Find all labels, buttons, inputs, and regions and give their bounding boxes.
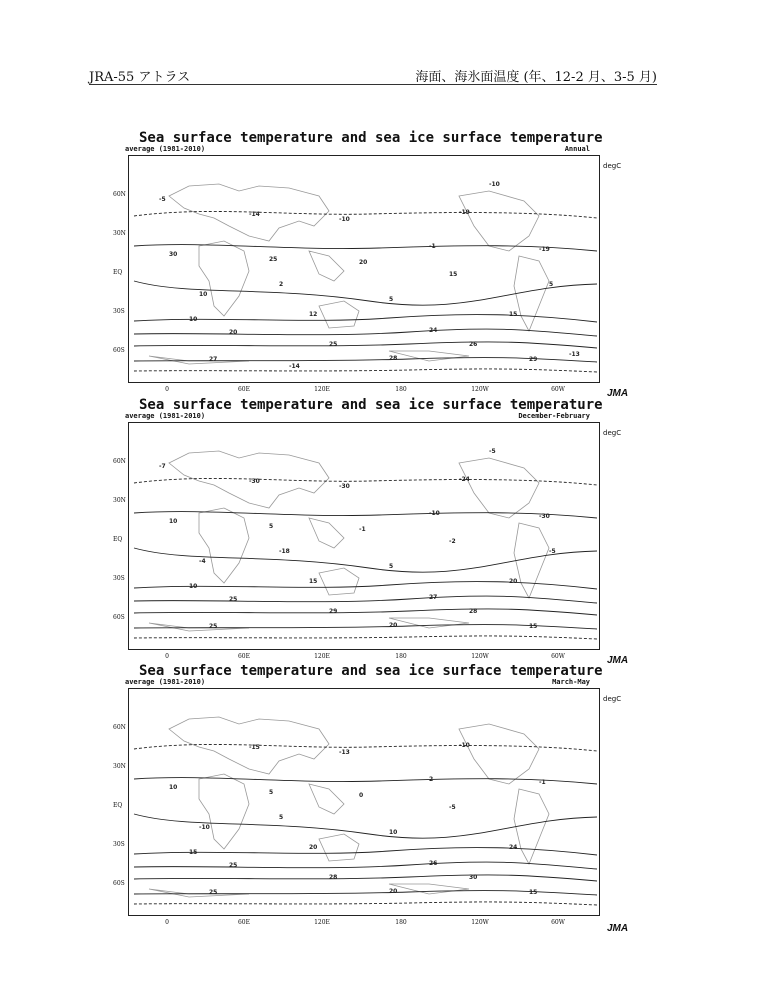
contour-line — [134, 582, 597, 589]
lat-label: 60N — [113, 458, 126, 465]
lon-label: 180 — [395, 919, 407, 926]
panel-title: Sea surface temperature and sea ice surface temperature — [139, 130, 603, 146]
coastline — [459, 458, 539, 518]
contour-line — [134, 848, 597, 855]
contour-label: -30 — [539, 513, 550, 520]
contour-label: -10 — [339, 216, 350, 223]
contour-label: 28 — [329, 874, 338, 881]
contour-label: 10 — [169, 784, 178, 791]
contour-label: -13 — [339, 749, 350, 756]
contour-label: -15 — [249, 744, 260, 751]
lat-label: 60S — [113, 347, 125, 354]
jma-logo: JMA — [607, 655, 629, 666]
contour-label: 10 — [199, 291, 208, 298]
contour-label: -10 — [459, 742, 470, 749]
contour-label: -2 — [449, 538, 456, 545]
panel-subtitle: average (1981-2010) — [125, 412, 206, 420]
contour-label: 20 — [389, 888, 398, 895]
contour-label: 20 — [309, 844, 318, 851]
coastline — [459, 724, 539, 784]
coastline — [319, 834, 359, 861]
panel-annual — [113, 130, 630, 400]
coastline — [149, 623, 249, 631]
contour-label: 5 — [269, 523, 274, 530]
contour-line — [134, 778, 597, 784]
lat-label: 60S — [113, 614, 125, 621]
contour-label: -5 — [449, 804, 456, 811]
contour-label: 15 — [189, 849, 198, 856]
coastline — [514, 256, 549, 331]
map-contours — [129, 423, 599, 649]
contour-label: 10 — [389, 829, 398, 836]
contour-label: 25 — [229, 596, 238, 603]
lat-label: 60N — [113, 724, 126, 731]
contour-label: 29 — [529, 356, 538, 363]
contour-line — [134, 636, 597, 639]
contour-label: -1 — [359, 526, 366, 533]
coastline — [319, 568, 359, 595]
panel-mam — [113, 663, 630, 938]
contour-label: -30 — [249, 478, 260, 485]
contour-line — [134, 369, 597, 372]
jma-logo: JMA — [607, 923, 629, 934]
lon-label: 60W — [551, 653, 565, 660]
contour-label: 0 — [359, 792, 364, 799]
header-left: JRA-55 アトラス — [89, 70, 191, 85]
panel-subtitle: average (1981-2010) — [125, 678, 206, 686]
contour-label: 10 — [169, 518, 178, 525]
panel-title: Sea surface temperature and sea ice surface temperature — [139, 663, 603, 679]
contour-label: 28 — [389, 355, 398, 362]
map-frame — [128, 155, 600, 383]
lon-label: 120E — [314, 653, 330, 660]
coastline — [309, 251, 344, 281]
contour-line — [134, 315, 597, 322]
lon-label: 120E — [314, 386, 330, 393]
coastline — [309, 518, 344, 548]
contour-label: 5 — [389, 296, 394, 303]
contour-label: -10 — [429, 510, 440, 517]
contour-label: 10 — [189, 316, 198, 323]
coastline — [514, 789, 549, 864]
coastline — [149, 889, 249, 897]
panel-subtitle: average (1981-2010) — [125, 145, 206, 153]
panel-season: Annual — [564, 145, 590, 153]
unit-label: degC — [603, 695, 622, 703]
contour-line — [134, 211, 597, 218]
contour-label: 27 — [209, 356, 218, 363]
contour-label: -5 — [489, 448, 496, 455]
lon-label: 120E — [314, 919, 330, 926]
lon-label: 0 — [165, 386, 169, 393]
contour-label: 27 — [429, 594, 438, 601]
lat-label: 30S — [113, 308, 125, 315]
contour-line — [134, 596, 597, 603]
lat-label: 30N — [113, 497, 126, 504]
map-contours — [129, 689, 599, 915]
coastline — [199, 774, 249, 849]
contour-line — [134, 744, 597, 751]
contour-label: 15 — [449, 271, 458, 278]
contour-line — [134, 862, 597, 869]
contour-label: -13 — [569, 351, 580, 358]
contour-label: 26 — [429, 860, 438, 867]
contour-label: 2 — [429, 776, 434, 783]
lat-label: 30N — [113, 230, 126, 237]
contour-label: 5 — [279, 814, 284, 821]
lat-label: 60S — [113, 880, 125, 887]
contour-line — [134, 329, 597, 336]
contour-line — [134, 478, 597, 485]
contour-label: 24 — [429, 327, 438, 334]
lat-label: 60N — [113, 191, 126, 198]
contour-label: 5 — [269, 789, 274, 796]
contour-label: 2 — [279, 281, 284, 288]
map-contours — [129, 156, 599, 382]
contour-label: 15 — [529, 623, 538, 630]
contour-label: -5 — [549, 548, 556, 555]
coastline — [319, 301, 359, 328]
lat-label: EQ — [113, 536, 123, 543]
contour-label: 28 — [469, 608, 478, 615]
contour-label: -7 — [159, 463, 166, 470]
contour-label: 15 — [309, 578, 318, 585]
panel-season: March-May — [552, 678, 590, 686]
contour-label: 20 — [389, 622, 398, 629]
contour-label: 5 — [389, 563, 394, 570]
contour-label: 20 — [509, 578, 518, 585]
header-right: 海面、海氷面温度 (年、12-2 月、3-5 月) — [415, 70, 657, 85]
contour-line — [134, 342, 597, 348]
lat-label: EQ — [113, 269, 123, 276]
contour-label: 5 — [549, 281, 554, 288]
contour-line — [134, 875, 597, 881]
contour-label: 10 — [189, 583, 198, 590]
contour-label: -24 — [459, 476, 470, 483]
coastline — [199, 508, 249, 583]
lat-label: EQ — [113, 802, 123, 809]
contour-label: -30 — [339, 483, 350, 490]
lon-label: 60E — [237, 653, 251, 660]
map-frame — [128, 422, 600, 650]
panel-title: Sea surface temperature and sea ice surface temperature — [139, 397, 603, 413]
lon-label: 60W — [551, 919, 565, 926]
lat-label: 30N — [113, 763, 126, 770]
contour-line — [134, 245, 597, 251]
contour-label: 25 — [329, 341, 338, 348]
contour-label: -10 — [199, 824, 210, 831]
contour-label: -19 — [539, 246, 550, 253]
coastline — [514, 523, 549, 598]
lon-label: 180 — [395, 386, 407, 393]
panel-djf — [113, 397, 630, 667]
contour-label: 25 — [209, 623, 218, 630]
lon-label: 120W — [471, 386, 489, 393]
lon-label: 60E — [237, 386, 251, 393]
contour-label: -4 — [199, 558, 206, 565]
contour-label: -1 — [429, 243, 436, 250]
jma-logo: JMA — [607, 388, 629, 399]
map-frame — [128, 688, 600, 916]
contour-label: 29 — [329, 608, 338, 615]
contour-label: 20 — [359, 259, 368, 266]
contour-line — [134, 512, 597, 518]
panel-season: December-February — [518, 412, 590, 420]
coastline — [459, 191, 539, 251]
lon-label: 120W — [471, 653, 489, 660]
unit-label: degC — [603, 162, 622, 170]
coastline — [149, 356, 249, 364]
contour-label: -18 — [279, 548, 290, 555]
contour-label: -5 — [159, 196, 166, 203]
contour-label: 15 — [529, 889, 538, 896]
contour-label: -19 — [459, 209, 470, 216]
lat-label: 30S — [113, 841, 125, 848]
header-rule — [89, 84, 657, 85]
contour-label: 30 — [469, 874, 478, 881]
contour-label: -10 — [489, 181, 500, 188]
contour-label: 25 — [269, 256, 278, 263]
contour-label: 20 — [229, 329, 238, 336]
contour-label: -14 — [289, 363, 300, 370]
coastline — [199, 241, 249, 316]
unit-label: degC — [603, 429, 622, 437]
lon-label: 180 — [395, 653, 407, 660]
contour-line — [134, 609, 597, 615]
contour-label: 26 — [469, 341, 478, 348]
lat-label: 30S — [113, 575, 125, 582]
lon-label: 60E — [237, 919, 251, 926]
contour-label: 15 — [509, 311, 518, 318]
contour-line — [134, 902, 597, 905]
contour-label: 30 — [169, 251, 178, 258]
lon-label: 120W — [471, 919, 489, 926]
coastline — [309, 784, 344, 814]
contour-label: -14 — [249, 211, 260, 218]
contour-label: 25 — [229, 862, 238, 869]
contour-label: 12 — [309, 311, 318, 318]
lon-label: 0 — [165, 653, 169, 660]
contour-label: -1 — [539, 779, 546, 786]
lon-label: 0 — [165, 919, 169, 926]
contour-label: 25 — [209, 889, 218, 896]
contour-label: 24 — [509, 844, 518, 851]
lon-label: 60W — [551, 386, 565, 393]
